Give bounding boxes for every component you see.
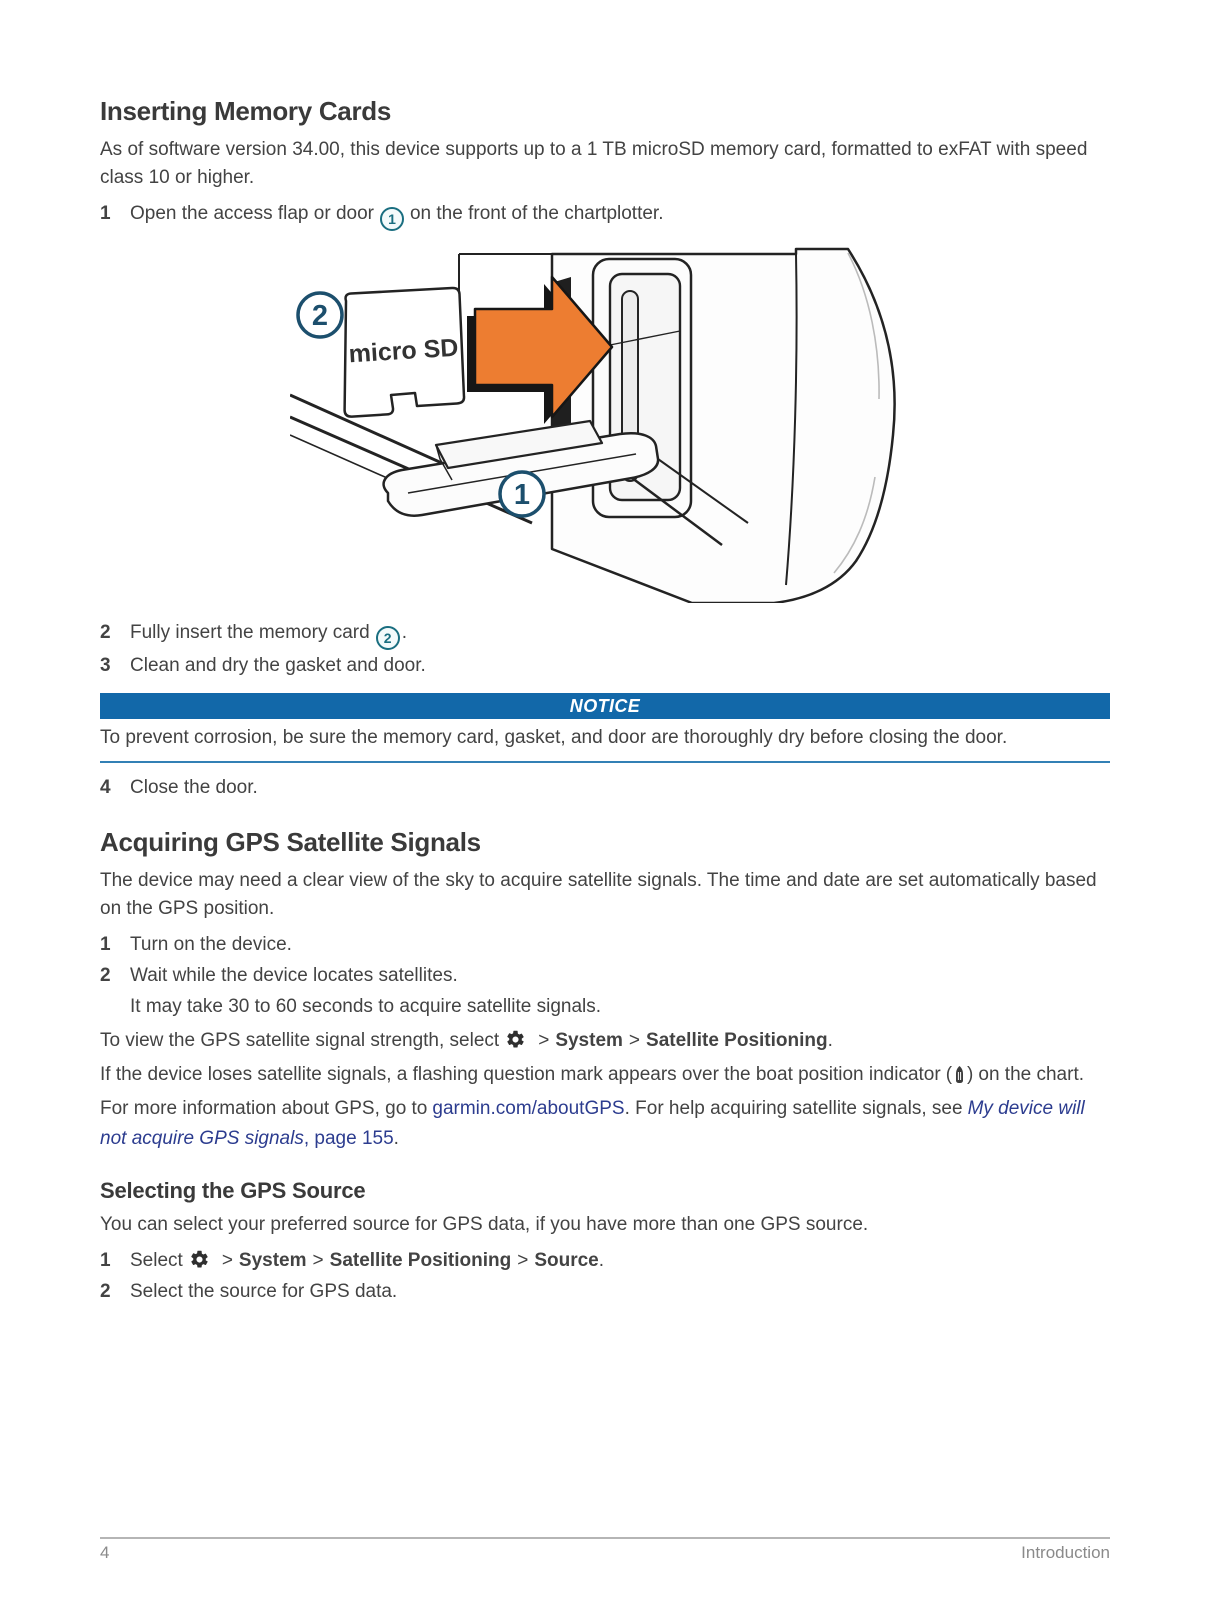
- step-text: Close the door.: [130, 777, 258, 798]
- menu-separator: >: [538, 1030, 550, 1051]
- troubleshooting-ref-page[interactable]: , page 155: [303, 1128, 394, 1149]
- line-text-pre: To view the GPS satellite signal strength, select: [100, 1030, 500, 1051]
- line-text-pre: If the device loses satellite signals, a flashing question mark appears over the boat position indicator: [100, 1064, 941, 1085]
- step-text-post: .: [401, 622, 407, 643]
- step-number: 1: [100, 934, 111, 955]
- source-step-2: [100, 1277, 1110, 1307]
- step-text: Select the source for GPS data.: [130, 1281, 398, 1302]
- gps-more-info-line: [100, 1094, 1110, 1154]
- boat-position-indicator-icon: [953, 1065, 966, 1084]
- section-heading-selecting-gps-source: Selecting the GPS Source: [100, 1178, 366, 1203]
- step-text: [130, 1246, 604, 1276]
- menu-item-system: System: [555, 1030, 623, 1051]
- step-text-end: .: [598, 1250, 605, 1271]
- source-intro-paragraph: You can select your preferred source for GPS data, if you have more than one GPS source.: [100, 1214, 869, 1235]
- gps-lost-signal-line: [100, 1060, 1110, 1090]
- paren-close: ): [967, 1064, 974, 1085]
- step-text-pre: Select: [130, 1250, 183, 1271]
- figure-callout-2-number: 2: [311, 300, 329, 332]
- section-heading-acquiring-gps: Acquiring GPS Satellite Signals: [100, 827, 481, 857]
- circled-number-2-icon: 2: [376, 626, 400, 650]
- memory-step-3: [100, 651, 1110, 681]
- step-text-pre: Fully insert the memory card: [130, 622, 370, 643]
- step-number: 2: [100, 1281, 111, 1302]
- circled-number-1-icon: 1: [380, 207, 404, 231]
- footer-section-title: Introduction: [1021, 1543, 1110, 1562]
- footer-page-number: 4: [100, 1543, 110, 1562]
- boat-indicator-group: [946, 1064, 974, 1085]
- garmin-aboutgps-link[interactable]: garmin.com/aboutGPS: [432, 1098, 625, 1119]
- troubleshooting-ref-link[interactable]: My device will not acquire GPS signals: [100, 1098, 1085, 1149]
- step-text: [130, 199, 663, 231]
- menu-separator: >: [221, 1250, 233, 1271]
- line-text-post: on the chart.: [978, 1064, 1084, 1085]
- gps-signal-strength-line: [100, 1026, 1110, 1056]
- menu-separator: >: [517, 1250, 529, 1271]
- figure-callout-1-number: 1: [513, 479, 531, 511]
- step-text: Turn on the device.: [130, 934, 292, 955]
- memory-step-2: [100, 618, 1110, 650]
- gps-step-2-note: It may take 30 to 60 seconds to acquire satellite signals.: [130, 996, 602, 1017]
- gps-step-2: [100, 961, 1110, 991]
- menu-item-satellite-positioning: Satellite Positioning: [329, 1250, 512, 1271]
- menu-separator: >: [312, 1250, 324, 1271]
- microsd-card-label: micro SD: [347, 333, 460, 369]
- step-text: [130, 618, 407, 650]
- step-number: 2: [100, 622, 111, 643]
- memory-step-1: [100, 199, 1110, 231]
- step-number: 1: [100, 203, 111, 224]
- step-number: 1: [100, 1250, 111, 1271]
- step-text: Wait while the device locates satellites.: [130, 965, 458, 986]
- figure-memory-card-insertion: [290, 247, 920, 608]
- settings-gear-icon: [189, 1249, 210, 1270]
- line-text-mid: . For help acquiring satellite signals, see: [624, 1098, 963, 1119]
- page-footer: [100, 1537, 1110, 1563]
- chartplotter-illustration: [290, 247, 920, 603]
- memory-step-4: [100, 773, 1110, 803]
- paren-open: (: [945, 1064, 953, 1085]
- notice-block: [100, 693, 1110, 763]
- line-text-pre: For more information about GPS, go to: [100, 1098, 428, 1119]
- gps-intro-paragraph: The device may need a clear view of the sky to acquire satellite signals. The time and date are set automatically based on the GPS position.: [100, 870, 1097, 919]
- step-text: Clean and dry the gasket and door.: [130, 655, 426, 676]
- menu-item-satellite-positioning: Satellite Positioning: [646, 1030, 828, 1051]
- menu-separator: >: [628, 1030, 641, 1051]
- step-number: 3: [100, 655, 111, 676]
- notice-text: To prevent corrosion, be sure the memory card, gasket, and door are thoroughly dry before closing the door.: [100, 719, 1110, 763]
- section-heading-inserting-memory-cards: Inserting Memory Cards: [100, 96, 392, 126]
- line-text-end: .: [393, 1128, 399, 1149]
- step-text-pre: Open the access flap or door: [130, 203, 374, 224]
- step-number: 4: [100, 777, 111, 798]
- step-text-post: on the front of the chartplotter.: [409, 203, 664, 224]
- memory-intro-paragraph: As of software version 34.00, this device supports up to a 1 TB microSD memory card, formatted to exFAT with speed class 10 or higher.: [100, 139, 1088, 188]
- notice-header: NOTICE: [100, 693, 1110, 719]
- gps-step-1: [100, 930, 1110, 960]
- line-text-end: .: [827, 1030, 833, 1051]
- settings-gear-icon: [505, 1029, 526, 1050]
- source-step-1: [100, 1246, 1110, 1276]
- step-number: 2: [100, 965, 111, 986]
- menu-item-source: Source: [534, 1250, 599, 1271]
- menu-item-system: System: [238, 1250, 307, 1271]
